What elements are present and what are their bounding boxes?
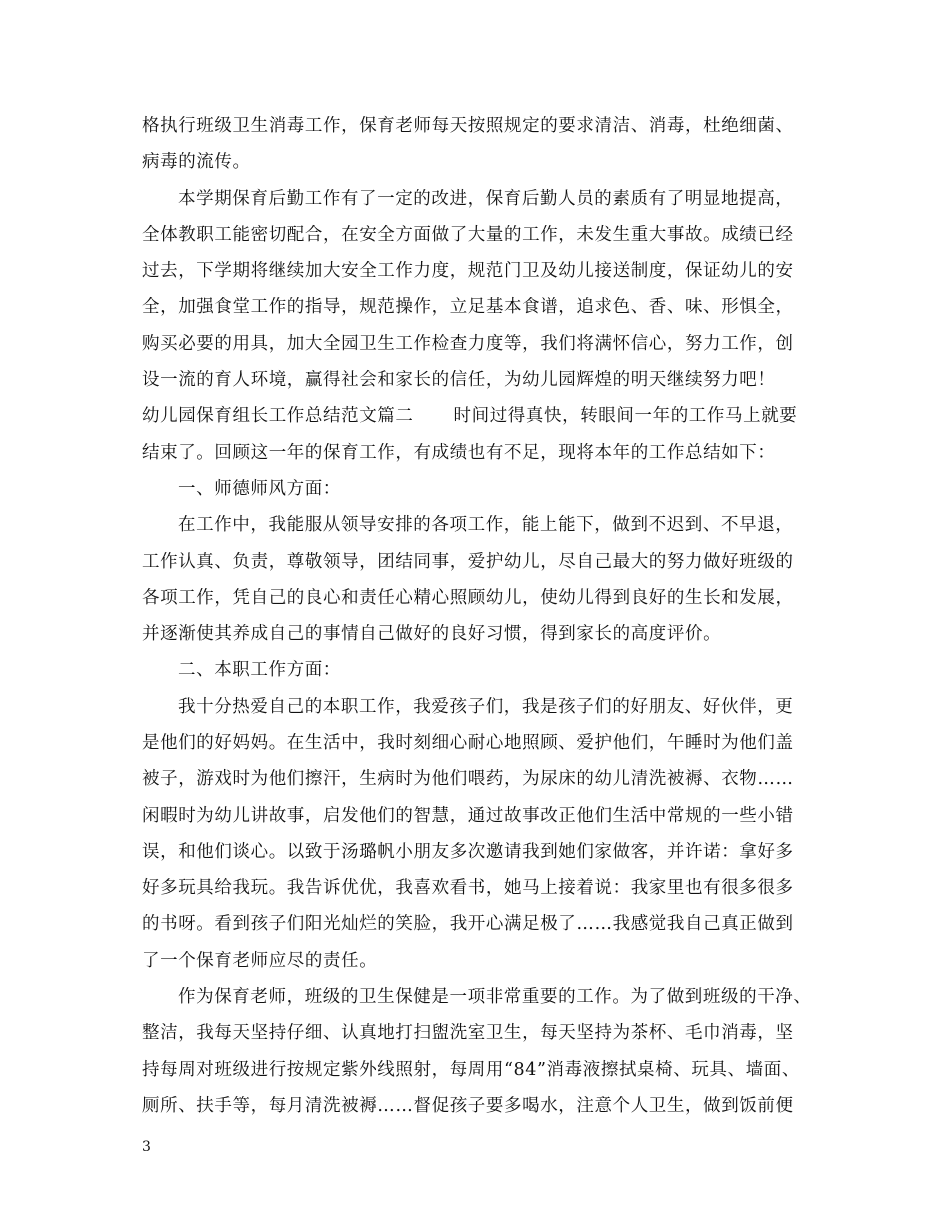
- article-title: 幼儿园保育组长工作总结范文篇二: [142, 406, 414, 426]
- text-line: 误，和他们谈心。以致于汤璐帆小朋友多次邀请我到她们家做客，并许诺：拿好多: [142, 842, 794, 862]
- paragraph-start: 我十分热爱自己的本职工作，我爱孩子们，我是孩子们的好朋友、好伙伴，更: [178, 697, 794, 717]
- text-line: 工作认真、负责，尊敬领导，团结同事，爱护幼儿，尽自己最大的努力做好班级的: [142, 552, 794, 572]
- text-line: 格执行班级卫生消毒工作，保育老师每天按照规定的要求清洁、消毒，杜绝细菌、: [142, 116, 794, 136]
- section-title-line: [142, 403, 797, 429]
- paragraph-start: 在工作中，我能服从领导安排的各项工作，能上能下，做到不迟到、不早退，: [178, 515, 794, 535]
- text-line: 过去，下学期将继续加大安全工作力度，规范门卫及幼儿接送制度，保证幼儿的安: [142, 261, 794, 281]
- text-line: 各项工作，凭自己的良心和责任心精心照顾幼儿，使幼儿得到良好的生长和发展，: [142, 588, 794, 608]
- text-line: 并逐渐使其养成自己的事情自己做好的良好习惯，得到家长的高度评价。: [142, 624, 722, 644]
- text-line: 购买必要的用具，加大全园卫生工作检查力度等，我们将满怀信心，努力工作，创: [142, 334, 794, 354]
- text-line: 厕所、扶手等，每月清洗被褥……督促孩子要多喝水，注意个人卫生，做到饭前便: [142, 1096, 794, 1116]
- text-line: 被子，游戏时为他们擦汗，生病时为他们喂药，为尿床的幼儿清洗被褥、衣物……: [142, 769, 794, 789]
- text-line: 全体教职工能密切配合，在安全方面做了大量的工作，未发生重大事故。成绩已经: [142, 225, 794, 245]
- text-line: 设一流的育人环境，赢得社会和家长的信任，为幼儿园辉煌的明天继续努力吧！: [142, 370, 776, 390]
- text-line: 的书呀。看到孩子们阳光灿烂的笑脸，我开心满足极了……我感觉我自己真正做到: [142, 914, 794, 934]
- text-line: 时间过得真快，转眼间一年的工作马上就要: [453, 406, 798, 426]
- text-line: 闲暇时为幼儿讲故事，启发他们的智慧，通过故事改正他们生活中常规的一些小错: [142, 806, 794, 826]
- text-line: 持每周对班级进行按规定紫外线照射，每周用“84”消毒液擦拭桌椅、玩具、墙面、: [142, 1060, 800, 1080]
- section-heading: 一、师德师风方面：: [178, 479, 341, 499]
- page-number: 3: [142, 1139, 151, 1155]
- paragraph-start: 本学期保育后勤工作有了一定的改进，保育后勤人员的素质有了明显地提高，: [178, 189, 794, 209]
- text-line: 了一个保育老师应尽的责任。: [142, 951, 378, 971]
- paragraph-start: 作为保育老师，班级的卫生保健是一项非常重要的工作。为了做到班级的干净、: [178, 987, 812, 1007]
- text-line: 是他们的好妈妈。在生活中，我时刻细心耐心地照顾、爱护他们，午睡时为他们盖: [142, 733, 794, 753]
- text-line: 结束了。回顾这一年的保育工作，有成绩也有不足，现将本年的工作总结如下：: [142, 443, 776, 463]
- text-line: 好多玩具给我玩。我告诉优优，我喜欢看书，她马上接着说：我家里也有很多很多: [142, 878, 794, 898]
- text-line: 病毒的流传。: [142, 152, 251, 172]
- text-line: 全，加强食堂工作的指导，规范操作，立足基本食谱，追求色、香、味、形惧全，: [142, 297, 794, 317]
- section-heading: 二、本职工作方面：: [178, 660, 341, 680]
- text-line: 整洁，我每天坚持仔细、认真地打扫盥洗室卫生，每天坚持为茶杯、毛巾消毒，坚: [142, 1023, 794, 1043]
